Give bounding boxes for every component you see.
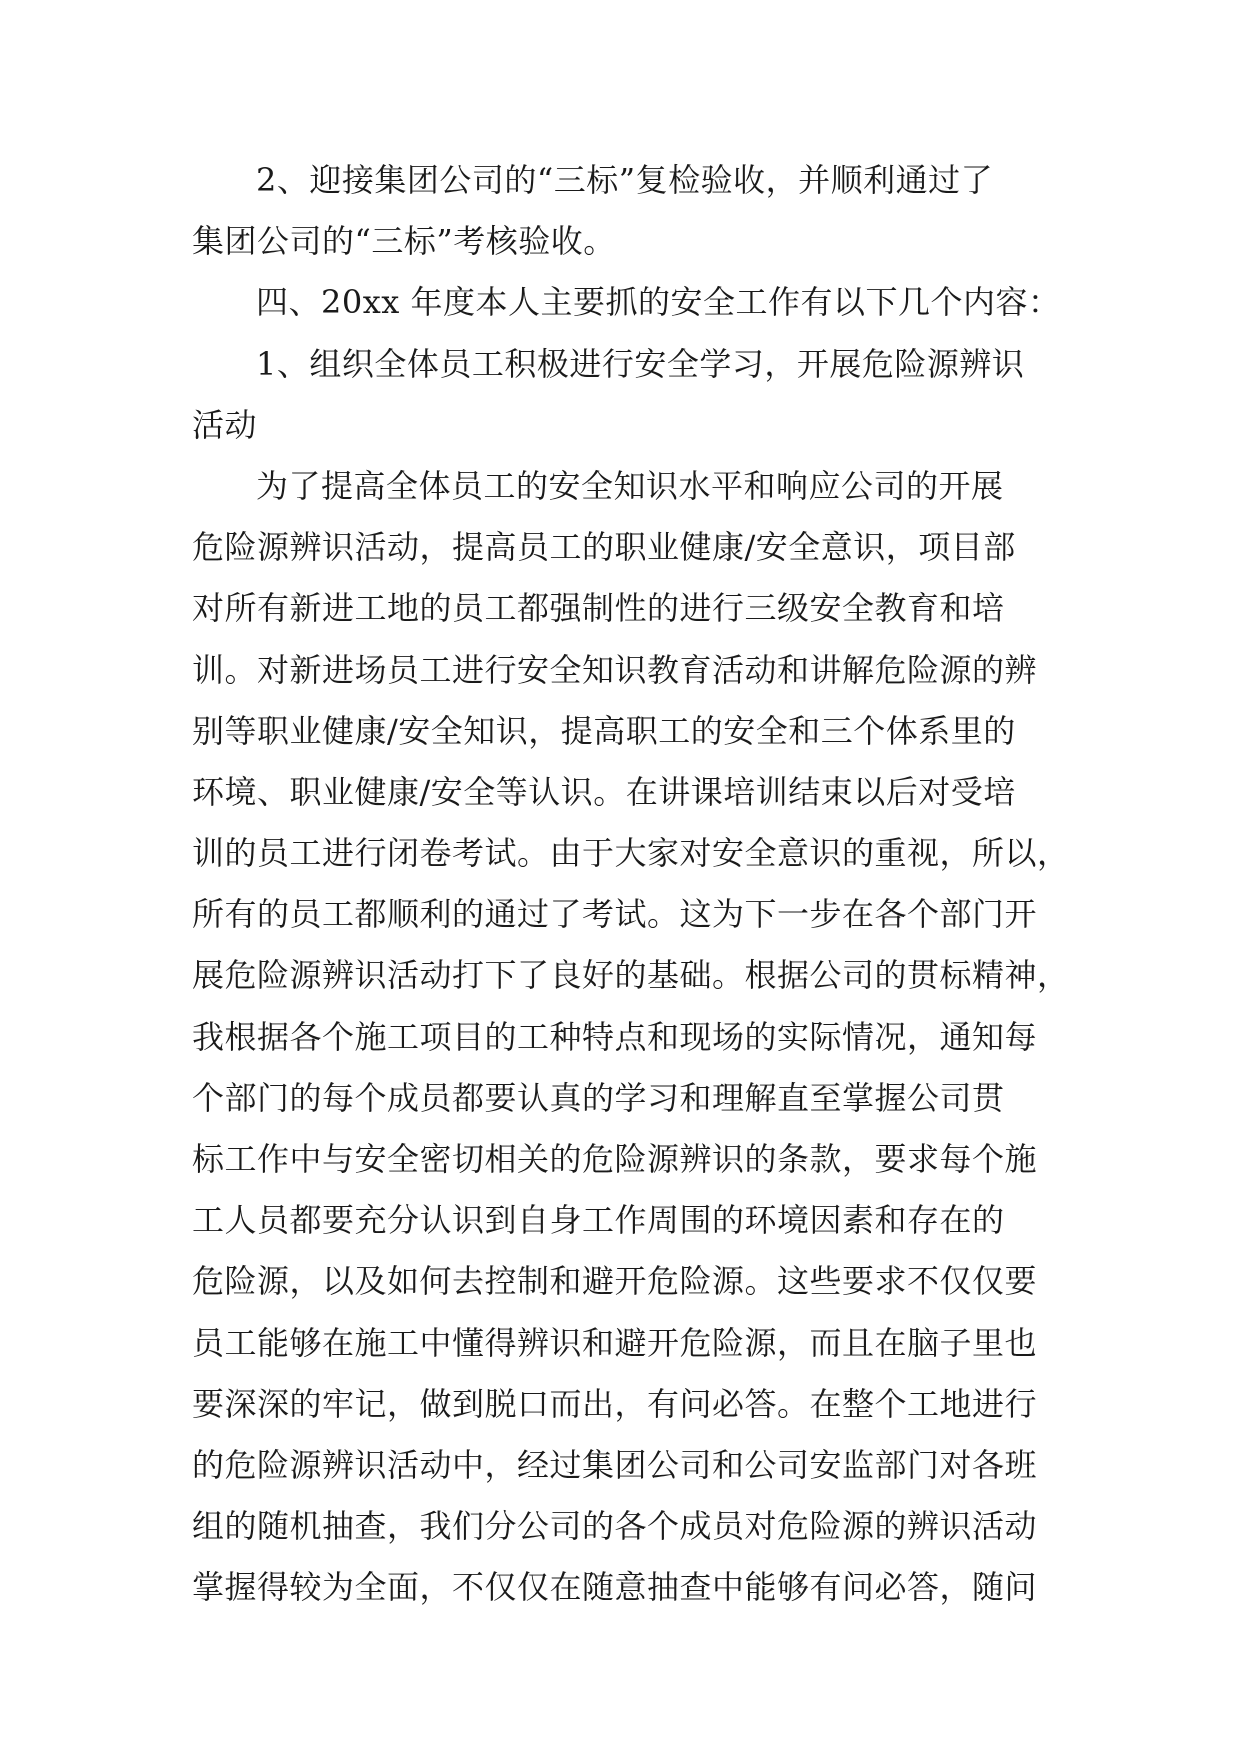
paragraph-line: 集团公司的“三标”考核验收。 bbox=[192, 222, 616, 261]
subsection-heading: 1、组织全体员工积极进行安全学习，开展危险源辨识 bbox=[256, 344, 1025, 383]
paragraph-line: 2、迎接集团公司的“三标”复检验收，并顺利通过了 bbox=[256, 161, 994, 199]
paragraph-line: 掌握得较为全面，不仅仅在随意抽查中能够有问必答，随问 bbox=[192, 1568, 1038, 1607]
paragraph-line: 工人员都要充分认识到自身工作周围的环境因素和存在的 bbox=[192, 1201, 1005, 1240]
paragraph-line: 训。对新进场员工进行安全知识教育活动和讲解危险源的辨 bbox=[192, 650, 1038, 689]
section-heading: 四、20xx 年度本人主要抓的安全工作有以下几个内容： bbox=[256, 283, 1061, 322]
paragraph-line: 的危险源辨识活动中，经过集团公司和公司安监部门对各班 bbox=[192, 1445, 1038, 1484]
paragraph-line: 所有的员工都顺利的通过了考试。这为下一步在各个部门开 bbox=[192, 895, 1038, 934]
paragraph-line: 训的员工进行闭卷考试。由于大家对安全意识的重视，所以， bbox=[192, 834, 1070, 873]
paragraph-line: 员工能够在施工中懂得辨识和避开危险源，而且在脑子里也 bbox=[192, 1323, 1038, 1362]
document-body bbox=[192, 150, 1070, 1619]
paragraph-line: 个部门的每个成员都要认真的学习和理解直至掌握公司贯 bbox=[192, 1078, 1005, 1117]
paragraph-line: 展危险源辨识活动打下了良好的基础。根据公司的贯标精神， bbox=[192, 956, 1070, 995]
paragraph-line: 为了提高全体员工的安全知识水平和响应公司的开展 bbox=[256, 466, 1004, 505]
paragraph-line: 我根据各个施工项目的工种特点和现场的实际情况，通知每 bbox=[192, 1017, 1038, 1056]
paragraph-line: 环境、职业健康/安全等认识。在讲课培训结束以后对受培 bbox=[192, 772, 1016, 811]
paragraph-line: 组的随机抽查，我们分公司的各个成员对危险源的辨识活动 bbox=[192, 1507, 1038, 1546]
paragraph-line: 对所有新进工地的员工都强制性的进行三级安全教育和培 bbox=[192, 589, 1005, 628]
paragraph-line: 危险源辨识活动，提高员工的职业健康/安全意识，项目部 bbox=[192, 528, 1016, 567]
paragraph-line: 危险源，以及如何去控制和避开危险源。这些要求不仅仅要 bbox=[192, 1262, 1038, 1301]
paragraph-line: 别等职业健康/安全知识，提高职工的安全和三个体系里的 bbox=[192, 711, 1016, 750]
paragraph-line: 标工作中与安全密切相关的危险源辨识的条款，要求每个施 bbox=[192, 1140, 1038, 1178]
paragraph-line: 要深深的牢记，做到脱口而出，有问必答。在整个工地进行 bbox=[192, 1384, 1038, 1423]
subsection-heading-continued: 活动 bbox=[192, 405, 258, 444]
